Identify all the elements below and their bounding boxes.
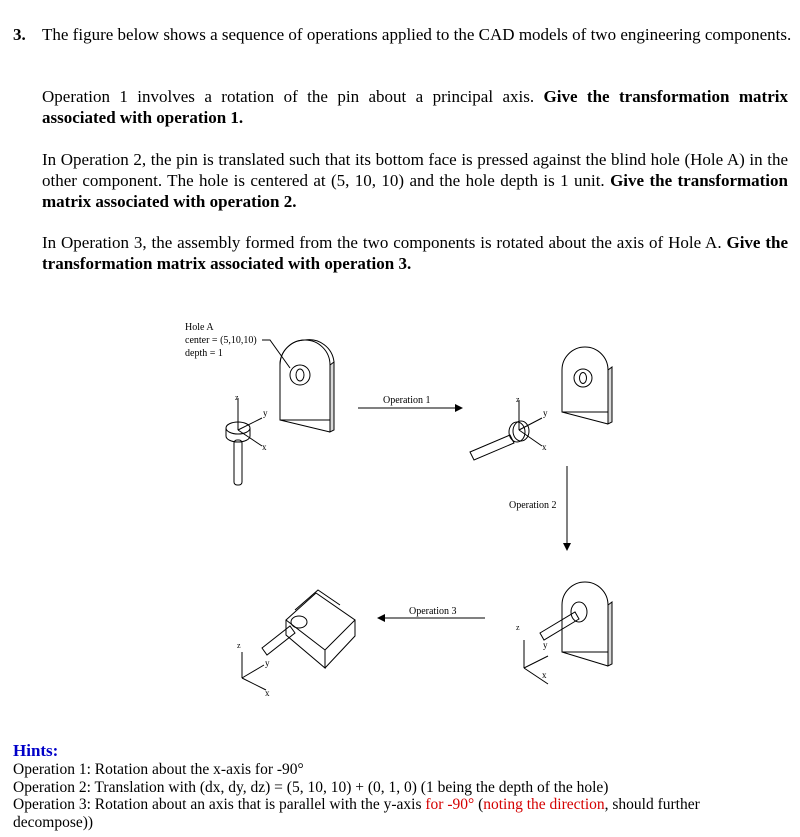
hint-3-text-c: , should further decompose)) [13, 796, 700, 831]
operation-3-label: Operation 3 [409, 606, 457, 617]
axis-z-3: z [516, 623, 520, 632]
operation-1-label: Operation 1 [383, 395, 431, 406]
axis-y-2: y [543, 408, 548, 418]
hint-3 [13, 796, 783, 831]
paragraph-operation-1 [42, 86, 788, 128]
axis-y-1: y [263, 408, 268, 418]
pin-component-1 [226, 422, 250, 485]
axis-x-2: x [542, 442, 547, 452]
hints-title: Hints: [13, 741, 59, 760]
block-component-1 [280, 340, 334, 432]
p2-text: In Operation 2, the pin is translated such that its bottom face is pressed against the blind hole (Hole A) in the other component. The hole is centered at (5, 10, 10) and the hole depth is 1 unit. [42, 150, 788, 190]
axis-x-4: x [265, 688, 270, 698]
axis-x-1: x [262, 442, 267, 452]
assembly-component-3 [540, 582, 612, 666]
axis-triad-3 [516, 623, 548, 684]
paragraph-operation-2 [42, 149, 788, 212]
p1-bold-b: matrix associated with operation 1. [42, 87, 788, 127]
hints-section [13, 741, 783, 831]
axis-triad-4 [237, 641, 270, 698]
p3-text: In Operation 3, the assembly formed from the two components is rotated about the axis of Hole A. [42, 233, 727, 252]
question-number: 3. [13, 25, 26, 44]
axis-z-1: z [235, 393, 239, 402]
assembly-component-4 [262, 590, 355, 668]
operations-figure [0, 300, 800, 720]
hole-leader-line [262, 340, 290, 368]
hint-3-red-a: for -90° [425, 796, 475, 813]
axis-y-4: y [265, 658, 270, 668]
hole-a-label: Hole A [185, 322, 214, 333]
pin-component-2 [470, 421, 529, 460]
hint-3-red-b: noting the direction [483, 796, 605, 813]
p1-bold-a: Give the transformation [543, 87, 730, 106]
axis-z-2: z [516, 395, 520, 404]
axis-z-4: z [237, 641, 241, 650]
axis-x-3: x [542, 670, 547, 680]
p1-text: Operation 1 involves a rotation of the pin about a principal axis. [42, 87, 544, 106]
hint-3-text-b: ( [474, 796, 484, 813]
hole-depth-label: depth = 1 [185, 348, 223, 359]
p3-bold: Give the transformation matrix associated with operation 3. [42, 233, 788, 273]
block-component-2 [562, 347, 612, 424]
operation-2-label: Operation 2 [509, 500, 557, 511]
hint-3-text-a: Operation 3: Rotation about an axis that is parallel with the y-axis [13, 796, 426, 813]
hole-center-label: center = (5,10,10) [185, 335, 257, 346]
axis-y-3: y [543, 640, 548, 650]
p2-bold: Give the transformation matrix associated with operation 2. [42, 171, 788, 211]
hint-2: Operation 2: Translation with (dx, dy, dz) = (5, 10, 10) + (0, 1, 0) (1 being the depth of the hole) [13, 778, 609, 796]
question-intro: The figure below shows a sequence of operations applied to the CAD models of two engineering components. [42, 25, 792, 44]
hint-1: Operation 1: Rotation about the x-axis for -90° [13, 761, 304, 778]
paragraph-operation-3 [42, 232, 788, 274]
